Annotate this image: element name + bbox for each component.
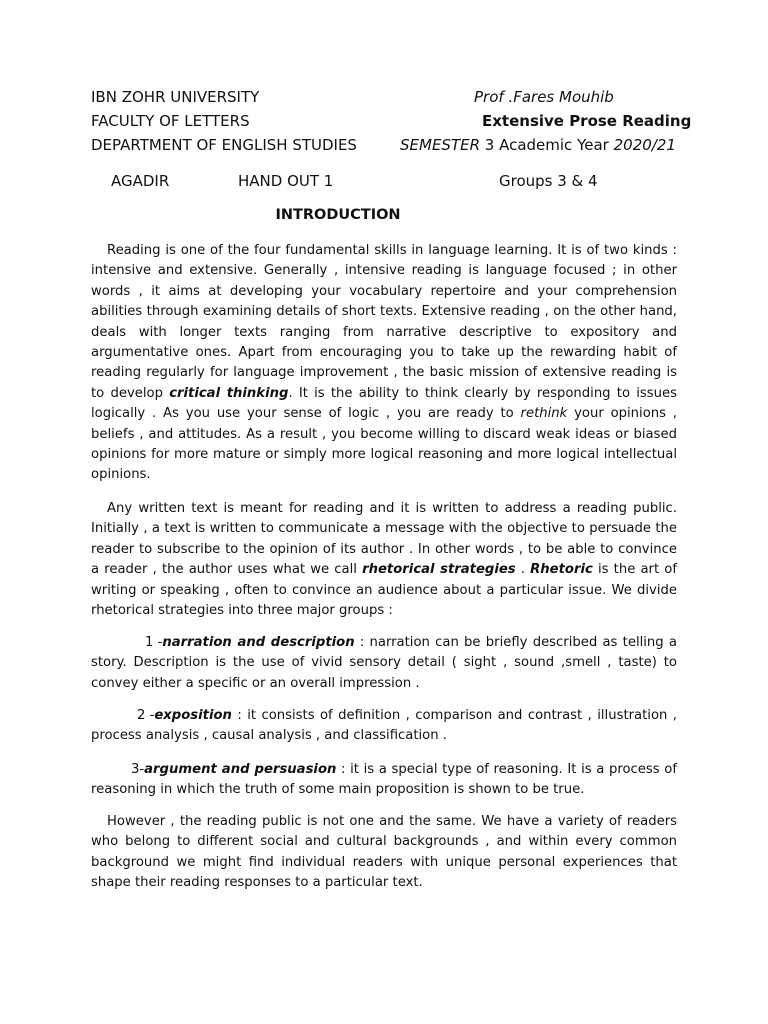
term-exposition: exposition — [154, 708, 232, 723]
semester-number: 3 Academic Year — [480, 136, 614, 154]
paragraph-3-text: However , the reading public is not one and the same. We have a variety of readers who belong to different social and cultural backgrounds , and within every common background we might find individual readers with unique personal experiences that shape their reading responses to a particular text. — [91, 814, 677, 891]
paragraph-2-text-a: Any written text is meant for reading and it is written to address a reading public. Initially , a text is written to communicate a message with the objective to persuade the reader to subscribe to the opinion of its author . In other words , to be able to convince a reader , the author uses what we call — [91, 501, 677, 578]
strategy-item-3 — [91, 760, 677, 801]
paragraph-2-text-c: is the art of writing or speaking , often to convince an audience about a particular issue. We divide rhetorical strategies into three major groups : — [91, 562, 677, 619]
semester-line — [400, 136, 676, 154]
item-2-text: : it consists of definition , comparison and contrast , illustration , process analysis , causal analysis , and classification . — [91, 708, 677, 744]
paragraph-2-text-b: . — [515, 562, 531, 578]
rethink-word: rethink — [520, 406, 568, 422]
semester-label: SEMESTER — [400, 136, 481, 154]
handout-label: HAND OUT 1 — [238, 172, 334, 190]
paragraph-1-text-b: . It is the ability to think clearly by responding to issues logically . As you use your sense of logic , you are ready to — [91, 385, 677, 422]
strategy-item-2 — [91, 706, 677, 747]
paragraph-1-text-a: Reading is one of the four fundamental skills in language learning. It is of two kinds : intensive and extensive. Generally , intensive reading is language focused ; in other words , it aims at developing your vocabulary repertoire and your comprehension abilities through examining details of short texts. Extensive reading , on the other hand, deals with longer texts ranging from narrative descriptive to expository and argumentative ones. Apart from encouraging you to take up the rewarding habit of reading regularly for language improvement , the basic mission of extensive reading is to develop — [91, 243, 677, 401]
faculty-name: FACULTY OF LETTERS — [91, 112, 250, 130]
item-3-text: : it is a special type of reasoning. It is a process of reasoning in which the truth of some main proposition is shown to be true. — [91, 762, 677, 798]
item-1-text: : narration can be briefly described as telling a story. Description is the use of vivid sensory detail ( sight , sound ,smell , taste) to convey either a specific or an overall impression . — [91, 635, 677, 691]
term-argument-persuasion: argument and persuasion — [144, 762, 337, 777]
term-critical-thinking: critical thinking — [169, 385, 289, 401]
groups-label: Groups 3 & 4 — [499, 172, 598, 190]
paragraph-2 — [91, 499, 677, 621]
item-1-number: 1 - — [145, 635, 163, 650]
professor-name: Prof .Fares Mouhib — [474, 88, 614, 106]
paragraph-3 — [91, 812, 677, 894]
item-3-number: 3- — [131, 762, 145, 777]
university-name: IBN ZOHR UNIVERSITY — [91, 88, 260, 106]
paragraph-1 — [91, 241, 677, 486]
term-narration-description: narration and description — [162, 635, 355, 650]
item-2-number: 2 - — [137, 708, 155, 723]
city-name: AGADIR — [111, 172, 170, 190]
department-name: DEPARTMENT OF ENGLISH STUDIES — [91, 136, 357, 154]
document-title: INTRODUCTION — [275, 207, 401, 223]
term-rhetorical-strategies: rhetorical strategies — [362, 562, 516, 578]
course-title: Extensive Prose Reading — [482, 112, 692, 130]
paragraph-1-text-c: your opinions , beliefs , and attitudes. As a result , you become willing to discard weak ideas or biased opinions for more mature or simply more logical reasoning and more logical intellectual opinions. — [91, 406, 678, 483]
strategy-item-1 — [91, 633, 677, 694]
term-rhetoric: Rhetoric — [530, 562, 593, 578]
academic-year: 2020/21 — [613, 136, 676, 154]
